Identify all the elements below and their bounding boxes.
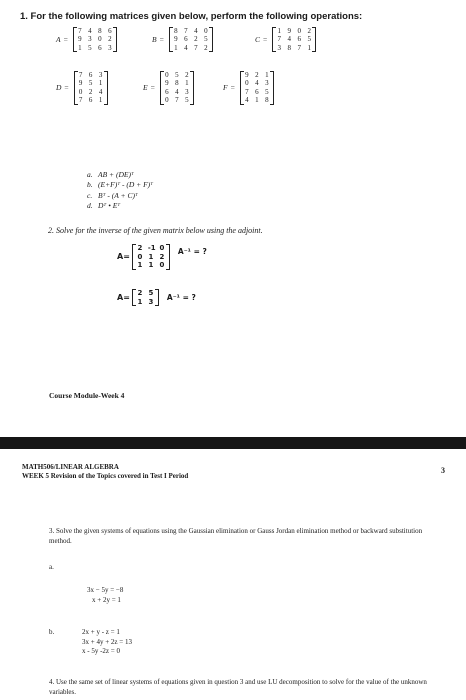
inverse-matrix-3x3-cell: 1 <box>148 261 154 269</box>
matrix-d-cell: 2 <box>88 87 93 96</box>
inverse-matrix-3x3-grid <box>137 244 165 270</box>
matrix-f-cell: 8 <box>265 96 269 105</box>
matrix-b-cell: 8 <box>174 27 178 35</box>
inverse-matrix-3x3-cell: 2 <box>159 252 165 261</box>
inverse-matrix-3x3-cell: 0 <box>137 252 143 261</box>
inverse-matrix-2x2-cell: 3 <box>148 297 154 306</box>
matrix-a-cell: 5 <box>88 43 92 52</box>
matrix-f-cell: 9 <box>245 71 249 79</box>
system-b-label: b. <box>49 628 55 636</box>
matrix-e-cell: 0 <box>165 96 169 105</box>
system-a-equations <box>87 586 123 605</box>
matrix-c-bracket <box>272 27 316 52</box>
matrix-e-cell: 3 <box>185 87 189 96</box>
matrix-b-cell: 2 <box>204 43 208 52</box>
matrix-a-cell: 3 <box>108 43 112 52</box>
inverse-matrix-3x3-cell: 2 <box>137 244 143 252</box>
system-a-equation: x + 2y = 1 <box>92 595 121 604</box>
course-module-label: Course Module-Week 4 <box>49 391 125 400</box>
inverse-matrix-2x2-cell: 1 <box>137 297 143 306</box>
matrix-c-cell: 7 <box>277 35 281 44</box>
matrix-f-cell: 5 <box>265 87 269 96</box>
matrix-a-cell: 2 <box>108 35 112 44</box>
matrix-d-cell: 7 <box>78 96 83 105</box>
matrix-c-cell: 1 <box>307 43 311 52</box>
matrix-b-cell: 4 <box>194 27 198 35</box>
matrix-d-grid <box>78 71 104 105</box>
matrix-f-cell: 6 <box>255 87 259 96</box>
matrix-e-cell: 0 <box>165 71 169 79</box>
matrix-d-cell: 9 <box>78 79 83 88</box>
matrix-d-cell: 0 <box>78 87 83 96</box>
inverse-matrix-2x2-label: A= <box>117 293 130 302</box>
matrix-d-bracket <box>74 71 108 105</box>
matrix-b: B = 8 7 4 0 9 6 2 5 1 4 7 2 <box>152 27 213 52</box>
matrix-f-cell: 1 <box>255 96 259 105</box>
inverse-matrix-3x3-prompt: A⁻¹ = ? <box>177 247 207 257</box>
matrix-c: C = 1 9 0 2 7 4 6 5 3 8 7 1 <box>255 27 316 52</box>
matrix-e-cell: 5 <box>185 96 189 105</box>
matrix-a-cell: 4 <box>88 27 92 35</box>
matrix-a: A = 7 4 8 6 9 3 0 2 1 5 6 3 <box>56 27 117 52</box>
matrix-a-bracket <box>73 27 117 52</box>
matrix-c-cell: 1 <box>277 27 281 35</box>
question-2-heading: 2. Solve for the inverse of the given matrix below using the adjoint. <box>48 226 263 235</box>
matrix-c-cell: 8 <box>287 43 291 52</box>
matrix-f-cell: 4 <box>255 79 259 88</box>
matrix-a-label: A <box>56 35 61 45</box>
operation-d: d. Dᵀ • Eᵀ <box>87 200 121 210</box>
system-b-equation: 3x + 4y + 2z = 13 <box>82 637 132 646</box>
matrix-f-cell: 2 <box>255 71 259 79</box>
matrix-f-cell: 4 <box>245 96 249 105</box>
matrix-e-cell: 4 <box>175 87 179 96</box>
matrix-d: D = 7 6 3 9 5 1 0 2 4 7 6 1 <box>56 71 108 105</box>
inverse-matrix-2x2-cell: 2 <box>137 289 143 297</box>
inverse-matrix-3x3-cell: 0 <box>159 261 165 269</box>
matrix-f-label: F <box>223 83 228 93</box>
matrix-e-cell: 2 <box>185 71 189 79</box>
page-number: 3 <box>441 466 445 475</box>
matrix-d-label: D <box>56 83 62 93</box>
inverse-matrix-3x3 <box>117 244 207 270</box>
inverse-matrix-3x3-cell: -1 <box>147 244 156 252</box>
matrix-d-cell: 1 <box>98 96 103 105</box>
matrix-d-cell: 6 <box>88 71 93 79</box>
matrix-a-cell: 6 <box>108 27 112 35</box>
matrix-f: F = 9 2 1 0 4 3 7 6 5 4 1 8 <box>223 71 274 105</box>
operation-a: a. AB + (DE)ᵀ <box>87 170 134 179</box>
matrix-f-cell: 3 <box>265 79 269 88</box>
page-divider-band <box>0 437 466 449</box>
matrix-b-cell: 7 <box>184 27 188 35</box>
inverse-matrix-2x2 <box>117 289 196 306</box>
matrix-a-cell: 9 <box>78 35 82 44</box>
inverse-matrix-3x3-cell: 1 <box>137 261 143 269</box>
matrix-a-grid <box>77 27 113 52</box>
matrix-c-cell: 2 <box>307 27 311 35</box>
matrix-e-grid <box>164 71 190 105</box>
week-title: WEEK 5 Revision of the Topics covered in Test I Period <box>22 472 189 480</box>
matrix-e-cell: 6 <box>165 87 169 96</box>
question-3-text: 3. Solve the given systems of equations using the Gaussian elimination or Gauss Jordan elimination method or backward substitution method. <box>49 527 423 545</box>
matrix-a-cell: 8 <box>98 27 102 35</box>
matrix-b-cell: 1 <box>174 43 178 52</box>
matrix-a-cell: 7 <box>78 27 82 35</box>
matrix-d-cell: 6 <box>88 96 93 105</box>
inverse-matrix-3x3-cell: 0 <box>159 244 165 252</box>
matrix-b-cell: 0 <box>204 27 208 35</box>
matrix-a-cell: 6 <box>98 43 102 52</box>
system-a-label: a. <box>49 563 54 571</box>
matrix-f-bracket <box>240 71 274 105</box>
system-b-equation: x - 5y -2z = 0 <box>82 647 120 655</box>
matrix-e-bracket <box>160 71 194 105</box>
matrix-c-cell: 9 <box>287 27 291 35</box>
inverse-matrix-3x3-label: A= <box>117 252 130 262</box>
matrix-b-grid <box>173 27 209 52</box>
matrix-a-cell: 1 <box>78 43 82 52</box>
matrix-d-cell: 5 <box>88 79 93 88</box>
matrix-d-cell: 3 <box>98 71 103 79</box>
inverse-matrix-2x2-bracket <box>132 289 159 306</box>
question-4-text: 4. Use the same set of linear systems of equations given in question 3 and use LU decomposition to solve for the value of the unknown variables. <box>49 678 427 696</box>
matrix-a-cell: 3 <box>88 35 92 44</box>
matrix-f-cell: 7 <box>245 87 249 96</box>
inverse-matrix-2x2-grid <box>137 289 154 306</box>
matrix-e-cell: 5 <box>175 71 179 79</box>
matrix-f-cell: 0 <box>245 79 249 88</box>
matrix-c-grid <box>276 27 312 52</box>
matrix-e-cell: 8 <box>175 79 179 88</box>
system-b-equations <box>82 628 132 657</box>
matrix-b-bracket <box>169 27 213 52</box>
operation-b: b. (E+F)ᵀ - (D + F)ᵀ <box>87 180 154 190</box>
inverse-matrix-2x2-cell: 5 <box>148 289 154 297</box>
matrix-b-cell: 4 <box>184 43 188 52</box>
matrix-d-cell: 4 <box>98 87 103 96</box>
matrix-c-cell: 4 <box>287 35 291 44</box>
matrix-e-cell: 1 <box>185 79 189 88</box>
matrix-a-cell: 0 <box>98 35 102 44</box>
matrix-c-cell: 0 <box>297 27 301 35</box>
course-title: MATH506/LINEAR ALGEBRA <box>22 463 119 471</box>
system-a-equation: 3x − 5y = −8 <box>87 586 124 594</box>
matrix-b-cell: 5 <box>204 35 208 44</box>
matrix-c-label: C <box>255 35 261 45</box>
matrix-d-cell: 1 <box>98 79 103 88</box>
matrix-f-grid <box>244 71 270 105</box>
matrix-e-cell: 9 <box>165 79 169 88</box>
matrix-b-cell: 9 <box>174 35 178 44</box>
question-1-heading: 1. For the following matrices given below, perform the following operations: <box>20 11 363 22</box>
matrix-c-cell: 3 <box>277 43 281 52</box>
matrix-e: E = 0 5 2 9 8 1 6 4 3 0 7 5 <box>143 71 194 105</box>
inverse-matrix-3x3-cell: 1 <box>148 252 154 261</box>
matrix-e-label: E <box>143 83 148 93</box>
operation-c: c. Bᵀ - (A + C)ᵀ <box>87 190 138 200</box>
matrix-b-label: B <box>152 35 157 45</box>
matrix-c-cell: 6 <box>297 35 301 44</box>
matrix-d-cell: 7 <box>78 71 83 79</box>
matrix-b-cell: 7 <box>194 43 198 52</box>
matrix-c-cell: 5 <box>307 35 311 44</box>
matrix-c-cell: 7 <box>297 43 301 52</box>
operations-list <box>87 170 153 211</box>
matrix-b-cell: 6 <box>184 35 188 44</box>
system-b-equation: 2x + y - z = 1 <box>82 628 120 636</box>
inverse-matrix-2x2-prompt: A⁻¹ = ? <box>166 293 196 302</box>
matrix-e-cell: 7 <box>175 96 179 105</box>
matrix-b-cell: 2 <box>194 35 198 44</box>
matrix-f-cell: 1 <box>265 71 269 79</box>
inverse-matrix-3x3-bracket <box>132 244 170 270</box>
